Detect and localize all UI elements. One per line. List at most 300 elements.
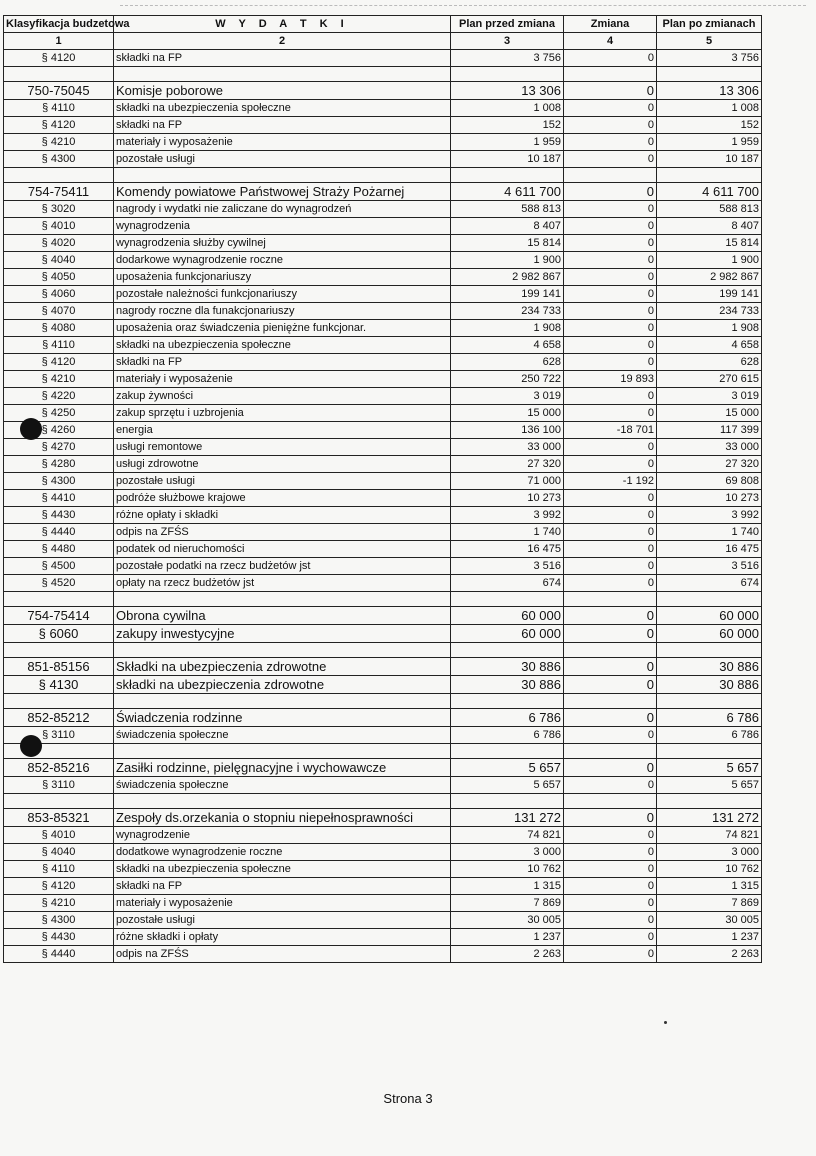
plan-before-cell: 3 000	[451, 844, 564, 861]
description-cell: wynagrodzenia	[114, 218, 451, 235]
plan-after-cell: 69 808	[657, 473, 762, 490]
table-row	[4, 320, 762, 337]
description-cell: odpis na ZFŚS	[114, 946, 451, 963]
plan-before-cell: 3 516	[451, 558, 564, 575]
classification-cell: § 4500	[4, 558, 114, 575]
empty-cell	[657, 744, 762, 759]
plan-before-cell: 3 756	[451, 50, 564, 67]
plan-after-cell: 4 611 700	[657, 183, 762, 201]
change-cell: 0	[564, 844, 657, 861]
plan-after-cell: 30 886	[657, 658, 762, 676]
section-row	[4, 809, 762, 827]
plan-before-cell: 71 000	[451, 473, 564, 490]
table-row	[4, 861, 762, 878]
classification-cell: § 4250	[4, 405, 114, 422]
section-row	[4, 676, 762, 694]
description-cell: Komendy powiatowe Państwowej Straży Pożarnej	[114, 183, 451, 201]
classification-cell: § 4480	[4, 541, 114, 558]
plan-after-cell: 6 786	[657, 709, 762, 727]
plan-after-cell: 10 762	[657, 861, 762, 878]
description-cell: opłaty na rzecz budżetów jst	[114, 575, 451, 592]
top-divider	[120, 5, 806, 6]
blank-row	[4, 694, 762, 709]
plan-after-cell: 60 000	[657, 607, 762, 625]
change-cell: 0	[564, 354, 657, 371]
classification-cell: § 4210	[4, 895, 114, 912]
plan-before-cell: 2 263	[451, 946, 564, 963]
plan-before-cell: 8 407	[451, 218, 564, 235]
change-cell: 0	[564, 827, 657, 844]
classification-cell: § 4300	[4, 151, 114, 168]
classification-cell: 754-75414	[4, 607, 114, 625]
change-cell: 0	[564, 269, 657, 286]
change-cell: 0	[564, 201, 657, 218]
classification-cell: § 4220	[4, 388, 114, 405]
plan-after-cell: 3 756	[657, 50, 762, 67]
table-row	[4, 878, 762, 895]
change-cell: 0	[564, 541, 657, 558]
plan-after-cell: 117 399	[657, 422, 762, 439]
description-cell: nagrody i wydatki nie zaliczane do wynagrodzeń	[114, 201, 451, 218]
empty-cell	[451, 67, 564, 82]
description-cell: nagrody roczne dla funakcjonariuszy	[114, 303, 451, 320]
classification-cell: § 4300	[4, 473, 114, 490]
empty-cell	[114, 744, 451, 759]
change-cell: 0	[564, 524, 657, 541]
change-cell: -18 701	[564, 422, 657, 439]
plan-before-cell: 30 886	[451, 658, 564, 676]
classification-cell: § 4050	[4, 269, 114, 286]
classification-cell: § 4110	[4, 337, 114, 354]
table-row	[4, 405, 762, 422]
classification-cell: § 4110	[4, 861, 114, 878]
change-cell: 0	[564, 134, 657, 151]
header-zmiana: Zmiana	[564, 16, 657, 33]
empty-cell	[4, 794, 114, 809]
plan-after-cell: 15 000	[657, 405, 762, 422]
table-row	[4, 337, 762, 354]
column-number-row	[4, 33, 762, 50]
change-cell: 0	[564, 490, 657, 507]
empty-cell	[114, 592, 451, 607]
section-row	[4, 709, 762, 727]
change-cell: 0	[564, 218, 657, 235]
classification-cell: § 4120	[4, 354, 114, 371]
table-row	[4, 507, 762, 524]
description-cell: Zasiłki rodzinne, pielęgnacyjne i wychowawcze	[114, 759, 451, 777]
change-cell: 0	[564, 929, 657, 946]
plan-before-cell: 4 611 700	[451, 183, 564, 201]
plan-before-cell: 199 141	[451, 286, 564, 303]
header-row	[4, 16, 762, 33]
plan-after-cell: 1 900	[657, 252, 762, 269]
plan-before-cell: 5 657	[451, 777, 564, 794]
classification-cell: § 4020	[4, 235, 114, 252]
classification-cell: § 4010	[4, 218, 114, 235]
header-klasyfikacja: Klasyfikacja budzetowa	[4, 16, 114, 33]
table-row	[4, 777, 762, 794]
table-row	[4, 558, 762, 575]
header-plan-przed: Plan przed zmiana	[451, 16, 564, 33]
table-row	[4, 286, 762, 303]
empty-cell	[451, 592, 564, 607]
plan-before-cell: 588 813	[451, 201, 564, 218]
table-row	[4, 151, 762, 168]
plan-before-cell: 10 762	[451, 861, 564, 878]
plan-before-cell: 60 000	[451, 625, 564, 643]
description-cell: uposażenia oraz świadczenia pieniężne funkcjonar.	[114, 320, 451, 337]
description-cell: pozostałe należności funkcjonariuszy	[114, 286, 451, 303]
plan-after-cell: 3 000	[657, 844, 762, 861]
empty-cell	[451, 168, 564, 183]
description-cell: Składki na ubezpieczenia zdrowotne	[114, 658, 451, 676]
plan-before-cell: 1 008	[451, 100, 564, 117]
section-row	[4, 625, 762, 643]
plan-after-cell: 1 740	[657, 524, 762, 541]
header-plan-po: Plan po zmianach	[657, 16, 762, 33]
column-number: 1	[4, 33, 114, 50]
description-cell: zakup sprzętu i uzbrojenia	[114, 405, 451, 422]
table-row	[4, 575, 762, 592]
table-row	[4, 439, 762, 456]
empty-cell	[564, 168, 657, 183]
plan-after-cell: 674	[657, 575, 762, 592]
plan-before-cell: 60 000	[451, 607, 564, 625]
change-cell: 0	[564, 117, 657, 134]
description-cell: świadczenia społeczne	[114, 777, 451, 794]
description-cell: materiały i wyposażenie	[114, 134, 451, 151]
description-cell: składki na FP	[114, 878, 451, 895]
plan-before-cell: 74 821	[451, 827, 564, 844]
change-cell: 0	[564, 405, 657, 422]
classification-cell: § 4440	[4, 946, 114, 963]
plan-after-cell: 16 475	[657, 541, 762, 558]
empty-cell	[564, 744, 657, 759]
plan-before-cell: 136 100	[451, 422, 564, 439]
change-cell: 0	[564, 439, 657, 456]
table-row	[4, 100, 762, 117]
plan-after-cell: 2 263	[657, 946, 762, 963]
empty-cell	[4, 694, 114, 709]
classification-cell: § 4070	[4, 303, 114, 320]
plan-after-cell: 33 000	[657, 439, 762, 456]
plan-after-cell: 30 005	[657, 912, 762, 929]
description-cell: pozostałe usługi	[114, 151, 451, 168]
plan-before-cell: 27 320	[451, 456, 564, 473]
classification-cell: § 6060	[4, 625, 114, 643]
empty-cell	[114, 168, 451, 183]
table-row	[4, 388, 762, 405]
change-cell: 0	[564, 100, 657, 117]
plan-after-cell: 5 657	[657, 777, 762, 794]
plan-after-cell: 7 869	[657, 895, 762, 912]
plan-after-cell: 1 237	[657, 929, 762, 946]
table-row	[4, 354, 762, 371]
plan-after-cell: 1 908	[657, 320, 762, 337]
plan-after-cell: 10 187	[657, 151, 762, 168]
plan-before-cell: 10 187	[451, 151, 564, 168]
classification-cell: § 4110	[4, 100, 114, 117]
classification-cell: § 4120	[4, 878, 114, 895]
plan-after-cell: 10 273	[657, 490, 762, 507]
empty-cell	[4, 592, 114, 607]
change-cell: 0	[564, 456, 657, 473]
table-row	[4, 827, 762, 844]
plan-before-cell: 628	[451, 354, 564, 371]
change-cell: 0	[564, 607, 657, 625]
table-row	[4, 473, 762, 490]
table-row	[4, 912, 762, 929]
empty-cell	[657, 592, 762, 607]
plan-before-cell: 6 786	[451, 709, 564, 727]
change-cell: 0	[564, 235, 657, 252]
classification-cell: 750-75045	[4, 82, 114, 100]
plan-before-cell: 6 786	[451, 727, 564, 744]
table-row	[4, 303, 762, 320]
change-cell: 0	[564, 895, 657, 912]
plan-before-cell: 674	[451, 575, 564, 592]
plan-after-cell: 270 615	[657, 371, 762, 388]
empty-cell	[451, 744, 564, 759]
empty-cell	[451, 794, 564, 809]
classification-cell: § 4440	[4, 524, 114, 541]
blank-row	[4, 67, 762, 82]
classification-cell: § 4430	[4, 507, 114, 524]
empty-cell	[657, 643, 762, 658]
plan-before-cell: 152	[451, 117, 564, 134]
change-cell: 19 893	[564, 371, 657, 388]
plan-before-cell: 7 869	[451, 895, 564, 912]
table-row	[4, 235, 762, 252]
description-cell: składki na FP	[114, 354, 451, 371]
table-row	[4, 201, 762, 218]
empty-cell	[114, 643, 451, 658]
change-cell: 0	[564, 676, 657, 694]
page-number: Strona 3	[383, 1091, 433, 1106]
plan-before-cell: 30 886	[451, 676, 564, 694]
table-row	[4, 524, 762, 541]
empty-cell	[451, 694, 564, 709]
table-row	[4, 269, 762, 286]
description-cell: dodarkowe wynagrodzenie roczne	[114, 252, 451, 269]
classification-cell: § 3020	[4, 201, 114, 218]
section-row	[4, 759, 762, 777]
blank-row	[4, 643, 762, 658]
classification-cell: § 4260	[4, 422, 114, 439]
table-row	[4, 218, 762, 235]
classification-cell: 853-85321	[4, 809, 114, 827]
section-row	[4, 658, 762, 676]
blank-row	[4, 794, 762, 809]
change-cell: 0	[564, 337, 657, 354]
plan-after-cell: 60 000	[657, 625, 762, 643]
empty-cell	[4, 643, 114, 658]
empty-cell	[657, 694, 762, 709]
plan-before-cell: 16 475	[451, 541, 564, 558]
blank-row	[4, 592, 762, 607]
empty-cell	[564, 67, 657, 82]
ink-speck	[664, 1021, 667, 1024]
description-cell: materiały i wyposażenie	[114, 895, 451, 912]
change-cell: 0	[564, 252, 657, 269]
description-cell: Komisje poborowe	[114, 82, 451, 100]
table-row	[4, 929, 762, 946]
classification-cell: 851-85156	[4, 658, 114, 676]
empty-cell	[564, 643, 657, 658]
classification-cell: § 4060	[4, 286, 114, 303]
change-cell: 0	[564, 50, 657, 67]
table-row	[4, 895, 762, 912]
empty-cell	[114, 694, 451, 709]
classification-cell: § 4130	[4, 676, 114, 694]
description-cell: podatek od nieruchomości	[114, 541, 451, 558]
description-cell: materiały i wyposażenie	[114, 371, 451, 388]
change-cell: 0	[564, 507, 657, 524]
description-cell: uposażenia funkcjonariuszy	[114, 269, 451, 286]
change-cell: 0	[564, 82, 657, 100]
empty-cell	[4, 67, 114, 82]
description-cell: składki na ubezpieczenia zdrowotne	[114, 676, 451, 694]
plan-after-cell: 1 315	[657, 878, 762, 895]
table-row	[4, 117, 762, 134]
plan-after-cell: 3 516	[657, 558, 762, 575]
table-row	[4, 727, 762, 744]
description-cell: składki na ubezpieczenia społeczne	[114, 100, 451, 117]
description-cell: pozostałe usługi	[114, 912, 451, 929]
empty-cell	[564, 694, 657, 709]
plan-after-cell: 30 886	[657, 676, 762, 694]
classification-cell: 754-75411	[4, 183, 114, 201]
plan-before-cell: 10 273	[451, 490, 564, 507]
plan-before-cell: 131 272	[451, 809, 564, 827]
empty-cell	[4, 168, 114, 183]
classification-cell: § 4410	[4, 490, 114, 507]
description-cell: różne składki i opłaty	[114, 929, 451, 946]
empty-cell	[657, 794, 762, 809]
plan-before-cell: 33 000	[451, 439, 564, 456]
change-cell: 0	[564, 777, 657, 794]
change-cell: 0	[564, 286, 657, 303]
empty-cell	[564, 794, 657, 809]
plan-after-cell: 199 141	[657, 286, 762, 303]
empty-cell	[564, 592, 657, 607]
classification-cell: § 4040	[4, 252, 114, 269]
table-row	[4, 371, 762, 388]
plan-before-cell: 1 908	[451, 320, 564, 337]
empty-cell	[657, 168, 762, 183]
section-row	[4, 82, 762, 100]
change-cell: 0	[564, 303, 657, 320]
plan-after-cell: 4 658	[657, 337, 762, 354]
description-cell: zakupy inwestycyjne	[114, 625, 451, 643]
plan-after-cell: 152	[657, 117, 762, 134]
plan-after-cell: 131 272	[657, 809, 762, 827]
header-wydatki: W Y D A T K I	[114, 16, 451, 33]
plan-after-cell: 3 992	[657, 507, 762, 524]
change-cell: 0	[564, 709, 657, 727]
column-number: 3	[451, 33, 564, 50]
change-cell: 0	[564, 658, 657, 676]
change-cell: 0	[564, 878, 657, 895]
change-cell: 0	[564, 625, 657, 643]
description-cell: zakup żywności	[114, 388, 451, 405]
classification-cell: 852-85216	[4, 759, 114, 777]
plan-after-cell: 15 814	[657, 235, 762, 252]
table-row	[4, 134, 762, 151]
description-cell: pozostałe usługi	[114, 473, 451, 490]
column-number: 4	[564, 33, 657, 50]
classification-cell: § 4520	[4, 575, 114, 592]
empty-cell	[114, 67, 451, 82]
description-cell: składki na ubezpieczenia społeczne	[114, 861, 451, 878]
plan-before-cell: 1 237	[451, 929, 564, 946]
description-cell: Obrona cywilna	[114, 607, 451, 625]
column-number: 2	[114, 33, 451, 50]
classification-cell: § 4280	[4, 456, 114, 473]
description-cell: świadczenia społeczne	[114, 727, 451, 744]
classification-cell: § 4080	[4, 320, 114, 337]
table-row	[4, 50, 762, 67]
change-cell: 0	[564, 912, 657, 929]
empty-cell	[114, 794, 451, 809]
classification-cell: § 4120	[4, 117, 114, 134]
plan-after-cell: 1 008	[657, 100, 762, 117]
blank-row	[4, 168, 762, 183]
change-cell: 0	[564, 759, 657, 777]
change-cell: 0	[564, 727, 657, 744]
empty-cell	[657, 67, 762, 82]
description-cell: składki na FP	[114, 117, 451, 134]
plan-after-cell: 234 733	[657, 303, 762, 320]
table-row	[4, 946, 762, 963]
change-cell: 0	[564, 151, 657, 168]
classification-cell: § 4270	[4, 439, 114, 456]
classification-cell: § 3110	[4, 777, 114, 794]
empty-cell	[451, 643, 564, 658]
table-row	[4, 456, 762, 473]
table-row	[4, 252, 762, 269]
plan-before-cell: 15 000	[451, 405, 564, 422]
classification-cell: § 4300	[4, 912, 114, 929]
table-row	[4, 490, 762, 507]
description-cell: wynagrodzenia służby cywilnej	[114, 235, 451, 252]
plan-after-cell: 1 959	[657, 134, 762, 151]
blank-row	[4, 744, 762, 759]
plan-after-cell: 74 821	[657, 827, 762, 844]
classification-cell: § 4040	[4, 844, 114, 861]
plan-before-cell: 4 658	[451, 337, 564, 354]
table-row	[4, 422, 762, 439]
description-cell: pozostałe podatki na rzecz budżetów jst	[114, 558, 451, 575]
change-cell: 0	[564, 809, 657, 827]
change-cell: 0	[564, 183, 657, 201]
classification-cell: § 4210	[4, 371, 114, 388]
plan-after-cell: 8 407	[657, 218, 762, 235]
plan-before-cell: 30 005	[451, 912, 564, 929]
plan-before-cell: 1 900	[451, 252, 564, 269]
classification-cell: 852-85212	[4, 709, 114, 727]
description-cell: składki na FP	[114, 50, 451, 67]
plan-after-cell: 27 320	[657, 456, 762, 473]
plan-before-cell: 3 019	[451, 388, 564, 405]
plan-before-cell: 2 982 867	[451, 269, 564, 286]
description-cell: składki na ubezpieczenia społeczne	[114, 337, 451, 354]
table-row	[4, 844, 762, 861]
change-cell: -1 192	[564, 473, 657, 490]
plan-after-cell: 588 813	[657, 201, 762, 218]
plan-after-cell: 3 019	[657, 388, 762, 405]
description-cell: usługi zdrowotne	[114, 456, 451, 473]
